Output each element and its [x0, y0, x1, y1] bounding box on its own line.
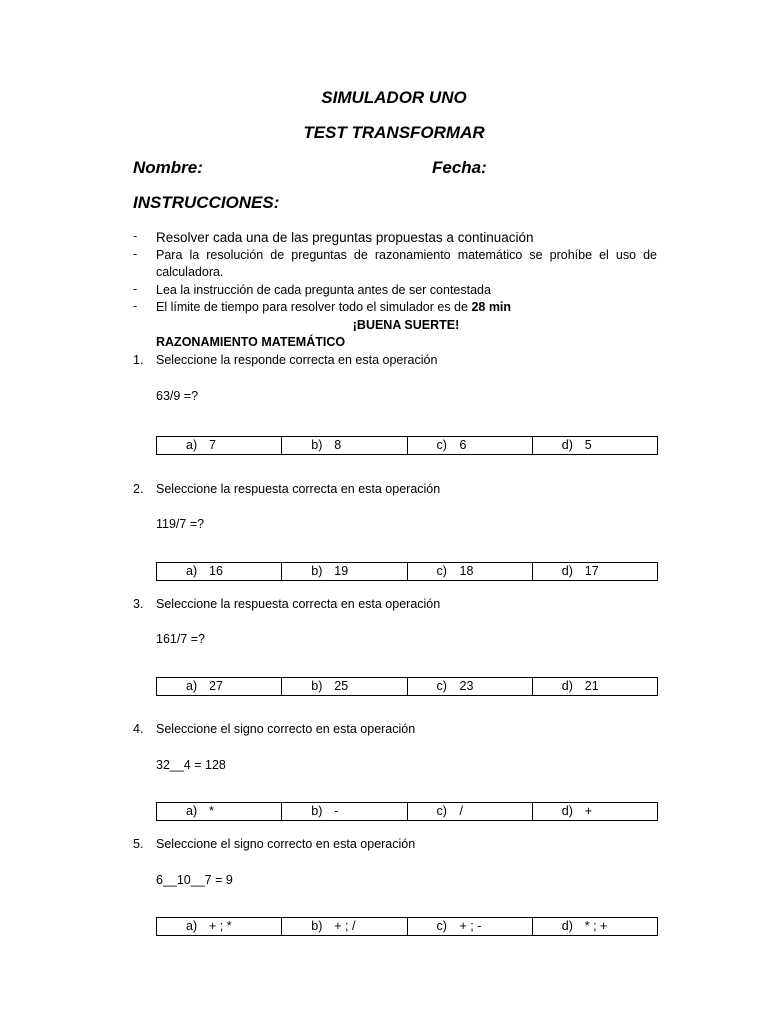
instruction-item-1: Resolver cada una de las preguntas propuestas a continuación: [156, 230, 534, 245]
name-label: Nombre:: [133, 158, 203, 177]
options-table: [156, 562, 658, 581]
option-a[interactable]: a) *: [157, 803, 282, 821]
good-luck-text: ¡BUENA SUERTE!: [352, 318, 460, 332]
option-d[interactable]: d) 21: [532, 678, 657, 696]
option-a[interactable]: a) 27: [157, 678, 282, 696]
question-number: 5.: [133, 837, 144, 851]
question-prompt: Seleccione el signo correcto en esta operación: [156, 837, 416, 851]
document-subtitle: TEST TRANSFORMAR: [303, 123, 485, 142]
option-a[interactable]: a) + ; *: [157, 918, 282, 936]
option-b[interactable]: b) + ; /: [282, 918, 407, 936]
option-c[interactable]: c) /: [407, 803, 532, 821]
option-b[interactable]: b) 19: [282, 563, 407, 581]
option-b[interactable]: b) 25: [282, 678, 407, 696]
option-b[interactable]: b) -: [282, 803, 407, 821]
question-number: 2.: [133, 482, 144, 496]
time-limit-text: El límite de tiempo para resolver todo el simulador es de: [156, 300, 472, 314]
options-table: [156, 802, 658, 821]
time-limit-value: 28 min: [471, 300, 512, 314]
instruction-item-2-line-2: calculadora.: [156, 265, 224, 279]
option-c[interactable]: c) 18: [407, 563, 532, 581]
instruction-item-4: [156, 299, 511, 316]
bullet-dash: -: [133, 247, 138, 261]
options-table: [156, 436, 658, 455]
options-table: [156, 677, 658, 696]
instructions-heading: INSTRUCCIONES:: [133, 193, 280, 212]
bullet-dash: -: [133, 229, 138, 243]
option-b[interactable]: b) 8: [282, 437, 407, 455]
date-label: Fecha:: [432, 158, 487, 177]
option-d[interactable]: d) 5: [532, 437, 657, 455]
option-c[interactable]: c) 23: [407, 678, 532, 696]
question-expression: 161/7 =?: [156, 632, 206, 646]
option-c[interactable]: c) 6: [407, 437, 532, 455]
question-number: 4.: [133, 722, 144, 736]
option-d[interactable]: d) +: [532, 803, 657, 821]
question-expression: 63/9 =?: [156, 389, 199, 403]
options-table: [156, 917, 658, 936]
question-prompt: Seleccione la respuesta correcta en esta operación: [156, 597, 441, 611]
document-title: SIMULADOR UNO: [321, 88, 467, 107]
question-expression: 32__4 = 128: [156, 758, 226, 772]
question-number: 3.: [133, 597, 144, 611]
question-prompt: Seleccione el signo correcto en esta operación: [156, 722, 416, 736]
question-expression: 6__10__7 = 9: [156, 873, 233, 887]
question-number: 1.: [133, 353, 144, 367]
instruction-item-2-line-1: Para la resolución de preguntas de razonamiento matemático se prohíbe el uso de: [156, 248, 657, 262]
bullet-dash: -: [133, 282, 138, 296]
option-d[interactable]: d) * ; +: [532, 918, 657, 936]
option-d[interactable]: d) 17: [532, 563, 657, 581]
instruction-item-3: Lea la instrucción de cada pregunta antes de ser contestada: [156, 283, 491, 297]
question-prompt: Seleccione la respuesta correcta en esta operación: [156, 482, 441, 496]
option-a[interactable]: a) 7: [157, 437, 282, 455]
bullet-dash: -: [133, 299, 138, 313]
option-a[interactable]: a) 16: [157, 563, 282, 581]
question-prompt: Seleccione la responde correcta en esta operación: [156, 353, 438, 367]
question-expression: 119/7 =?: [156, 517, 205, 531]
section-heading: RAZONAMIENTO MATEMÁTICO: [156, 335, 346, 349]
option-c[interactable]: c) + ; -: [407, 918, 532, 936]
